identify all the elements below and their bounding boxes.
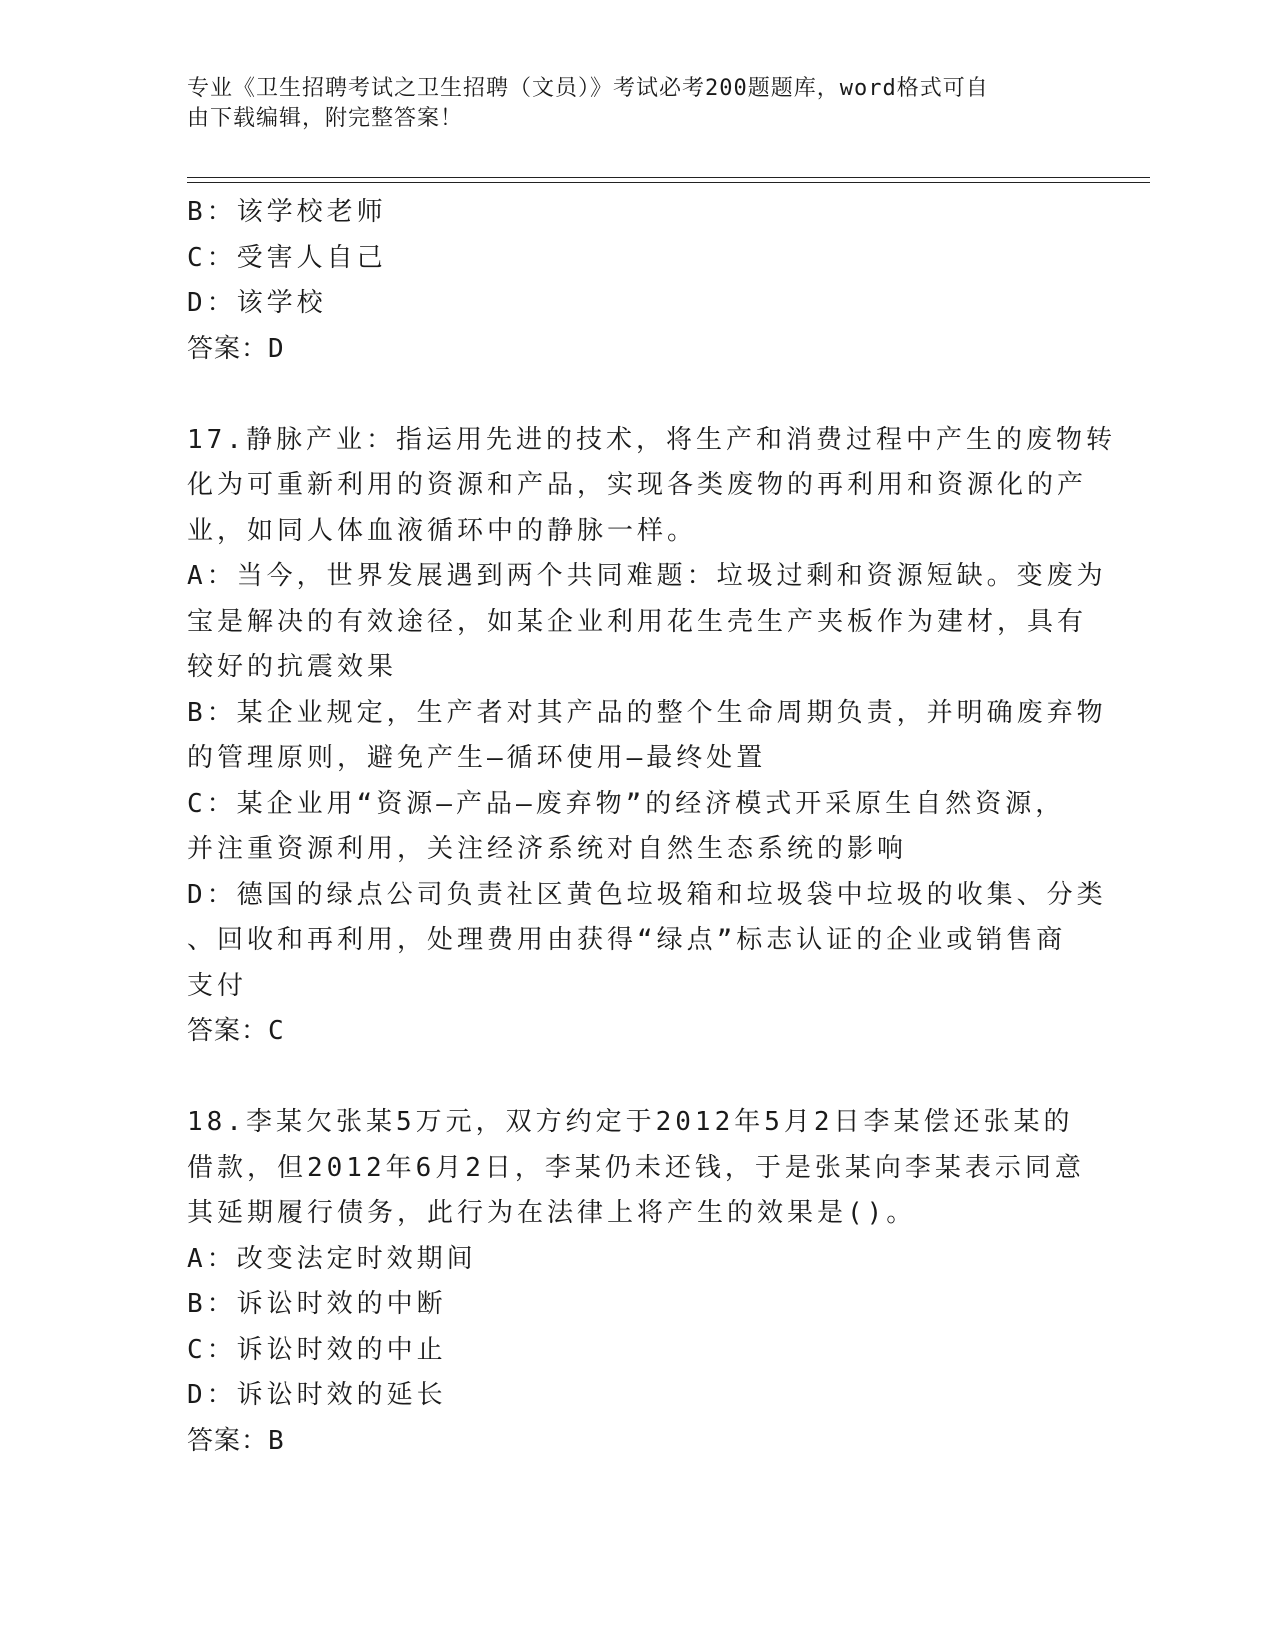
option-a: 宝是解决的有效途径，如某企业利用花生壳生产夹板作为建材，具有 xyxy=(187,606,1088,637)
spacer xyxy=(187,1055,1087,1101)
page-header xyxy=(187,74,1067,134)
option-c: C：诉讼时效的中止 xyxy=(187,1334,447,1365)
option-b: B：该学校老师 xyxy=(187,197,387,227)
option-d: D：诉讼时效的延长 xyxy=(187,1380,447,1410)
option-c: 并注重资源利用，关注经济系统对自然生态系统的影响 xyxy=(187,834,908,864)
answer-line: 答案：D xyxy=(187,333,285,364)
question-18 xyxy=(187,1100,1087,1464)
option-a: 较好的抗震效果 xyxy=(187,652,398,682)
option-a: A：当今，世界发展遇到两个共同难题：垃圾过剩和资源短缺。变废为 xyxy=(187,561,1107,591)
option-b: 的管理原则，避免产生—循环使用—最终处置 xyxy=(187,743,767,773)
header-line: 专业《卫生招聘考试之卫生招聘（文员）》考试必考200题题库，word格式可自 xyxy=(187,76,989,101)
option-c: C：受害人自己 xyxy=(187,242,387,273)
header-divider xyxy=(187,177,1150,183)
question-17 xyxy=(187,418,1116,1055)
question-stem-line: 17.静脉产业：指运用先进的技术，将生产和消费过程中产生的废物转 xyxy=(187,424,1116,455)
previous-question-tail xyxy=(187,190,1087,372)
option-d: D：该学校 xyxy=(187,288,327,318)
header-line: 由下载编辑，附完整答案！ xyxy=(187,106,464,131)
option-a: A：改变法定时效期间 xyxy=(187,1243,477,1274)
answer-line: 答案：B xyxy=(187,1425,285,1456)
answer-line: 答案：C xyxy=(187,1016,285,1046)
option-c: C：某企业用“资源—产品—废弃物”的经济模式开采原生自然资源， xyxy=(187,788,1066,819)
question-body xyxy=(187,190,1116,1464)
option-d: 支付 xyxy=(187,970,248,1001)
question-stem-line: 业，如同人体血液循环中的静脉一样。 xyxy=(187,515,698,546)
question-stem-line: 化为可重新利用的资源和产品，实现各类废物的再利用和资源化的产 xyxy=(187,470,1088,500)
question-stem-line: 借款，但2012年6月2日，李某仍未还钱，于是张某向李某表示同意 xyxy=(187,1152,1085,1183)
option-d: 、回收和再利用，处理费用由获得“绿点”标志认证的企业或销售商 xyxy=(187,925,1067,955)
question-stem-line: 其延期履行债务，此行为在法律上将产生的效果是()。 xyxy=(187,1198,917,1228)
option-d: D：德国的绿点公司负责社区黄色垃圾箱和垃圾袋中垃圾的收集、分类 xyxy=(187,879,1107,910)
option-b: B：诉讼时效的中断 xyxy=(187,1289,447,1319)
question-stem-line: 18.李某欠张某5万元，双方约定于2012年5月2日李某偿还张某的 xyxy=(187,1107,1074,1137)
spacer xyxy=(187,372,1087,418)
option-b: B：某企业规定，生产者对其产品的整个生命周期负责，并明确废弃物 xyxy=(187,697,1107,728)
